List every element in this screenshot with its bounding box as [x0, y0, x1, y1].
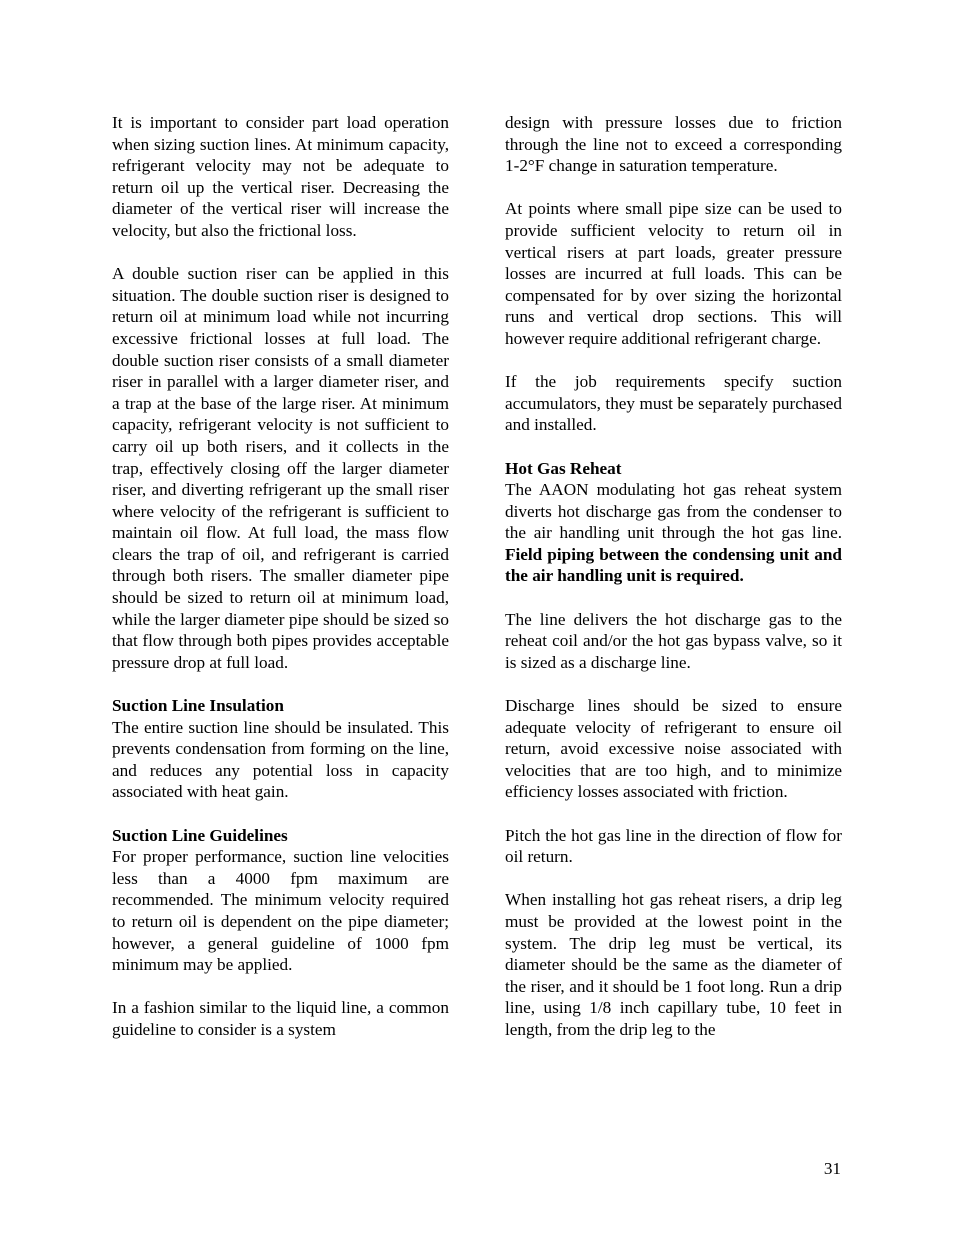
paragraph-pressure-losses: design with pressure losses due to friction through the line not to exceed a corresponding 1-2°F change in saturation temperature.	[505, 113, 842, 176]
paragraph-suction-line-guidelines: For proper performance, suction line velocities less than a 4000 fpm maximum are recommended. The minimum velocity required to return oil is dependent on the pipe diameter; however, a general guideline of 1000 fpm minimum may be applied.	[112, 847, 449, 975]
paragraph-discharge-lines: Discharge lines should be sized to ensure adequate velocity of refrigerant to ensure oil return, avoid excessive noise associated with velocities that are too high, and to minimize efficiency losses associated with friction.	[505, 696, 842, 802]
field-piping-required-note: Field piping between the condensing unit and the air handling unit is required.	[505, 544, 842, 586]
paragraph-liquid-line-guideline: In a fashion similar to the liquid line, a common guideline to consider is a system	[112, 998, 449, 1039]
paragraph-suction-accumulators: If the job requirements specify suction accumulators, they must be separately purchased and installed.	[505, 372, 842, 435]
paragraph-hot-discharge-gas: The line delivers the hot discharge gas to the reheat coil and/or the hot gas bypass valve, so it is sized as a discharge line.	[505, 609, 842, 672]
paragraph-part-load: It is important to consider part load operation when sizing suction lines. At minimum capacity, refrigerant velocity may not be adequate to return oil up the vertical riser. Decreasing the diameter of the vertical riser will increase the velocity, but also the frictional loss.	[112, 113, 449, 240]
left-column	[112, 112, 449, 1062]
heading-suction-line-insulation: Suction Line Insulation	[112, 696, 284, 716]
page-number: 31	[823, 1159, 841, 1178]
paragraph-double-suction-riser: A double suction riser can be applied in this situation. The double suction riser is designed to return oil at minimum load while not incurring excessive frictional losses at full load. The double suction riser consists of a small diameter riser in parallel with a larger diameter riser, and a trap at the base of the large riser. At minimum capacity, refrigerant velocity is not sufficient to carry oil up both risers, and it collects in the trap, effectively closing off the larger diameter riser, and diverting refrigerant up the small riser where velocity of the refrigerant is sufficient to maintain oil flow. At full load, the mass flow clears the trap of oil, and refrigerant is carried through both risers. The smaller diameter pipe should be sized to return oil at minimum load, while the larger diameter pipe should be sized so that flow through both pipes provides acceptable pressure drop at full load.	[112, 264, 449, 672]
paragraph-drip-leg: When installing hot gas reheat risers, a drip leg must be provided at the lowest point in the system. The drip leg must be vertical, its diameter should be the same as the diameter of the riser, and it should be 1 foot long. Run a drip line, using 1/8 inch capillary tube, 10 feet in length, from the drip leg to the	[505, 890, 842, 1039]
paragraph-suction-line-insulation: The entire suction line should be insulated. This prevents condensation from forming on the line, and reduces any potential loss in capacity associated with heat gain.	[112, 717, 449, 802]
paragraph-hot-gas-reheat	[505, 479, 842, 587]
heading-suction-line-guidelines: Suction Line Guidelines	[112, 825, 288, 845]
right-column	[505, 112, 842, 1062]
heading-hot-gas-reheat: Hot Gas Reheat	[505, 458, 622, 478]
hot-gas-reheat-text: The AAON modulating hot gas reheat system diverts hot discharge gas from the condenser to the air handling unit through the hot gas line.	[505, 480, 842, 543]
paragraph-small-pipe-size: At points where small pipe size can be used to provide sufficient velocity to return oil in vertical risers at part loads, greater pressure losses are incurred at full loads. This can be compensated for by over sizing the horizontal runs and vertical drop sections. This will however require additional refrigerant charge.	[505, 199, 842, 348]
paragraph-pitch-hot-gas-line: Pitch the hot gas line in the direction of flow for oil return.	[505, 825, 842, 867]
